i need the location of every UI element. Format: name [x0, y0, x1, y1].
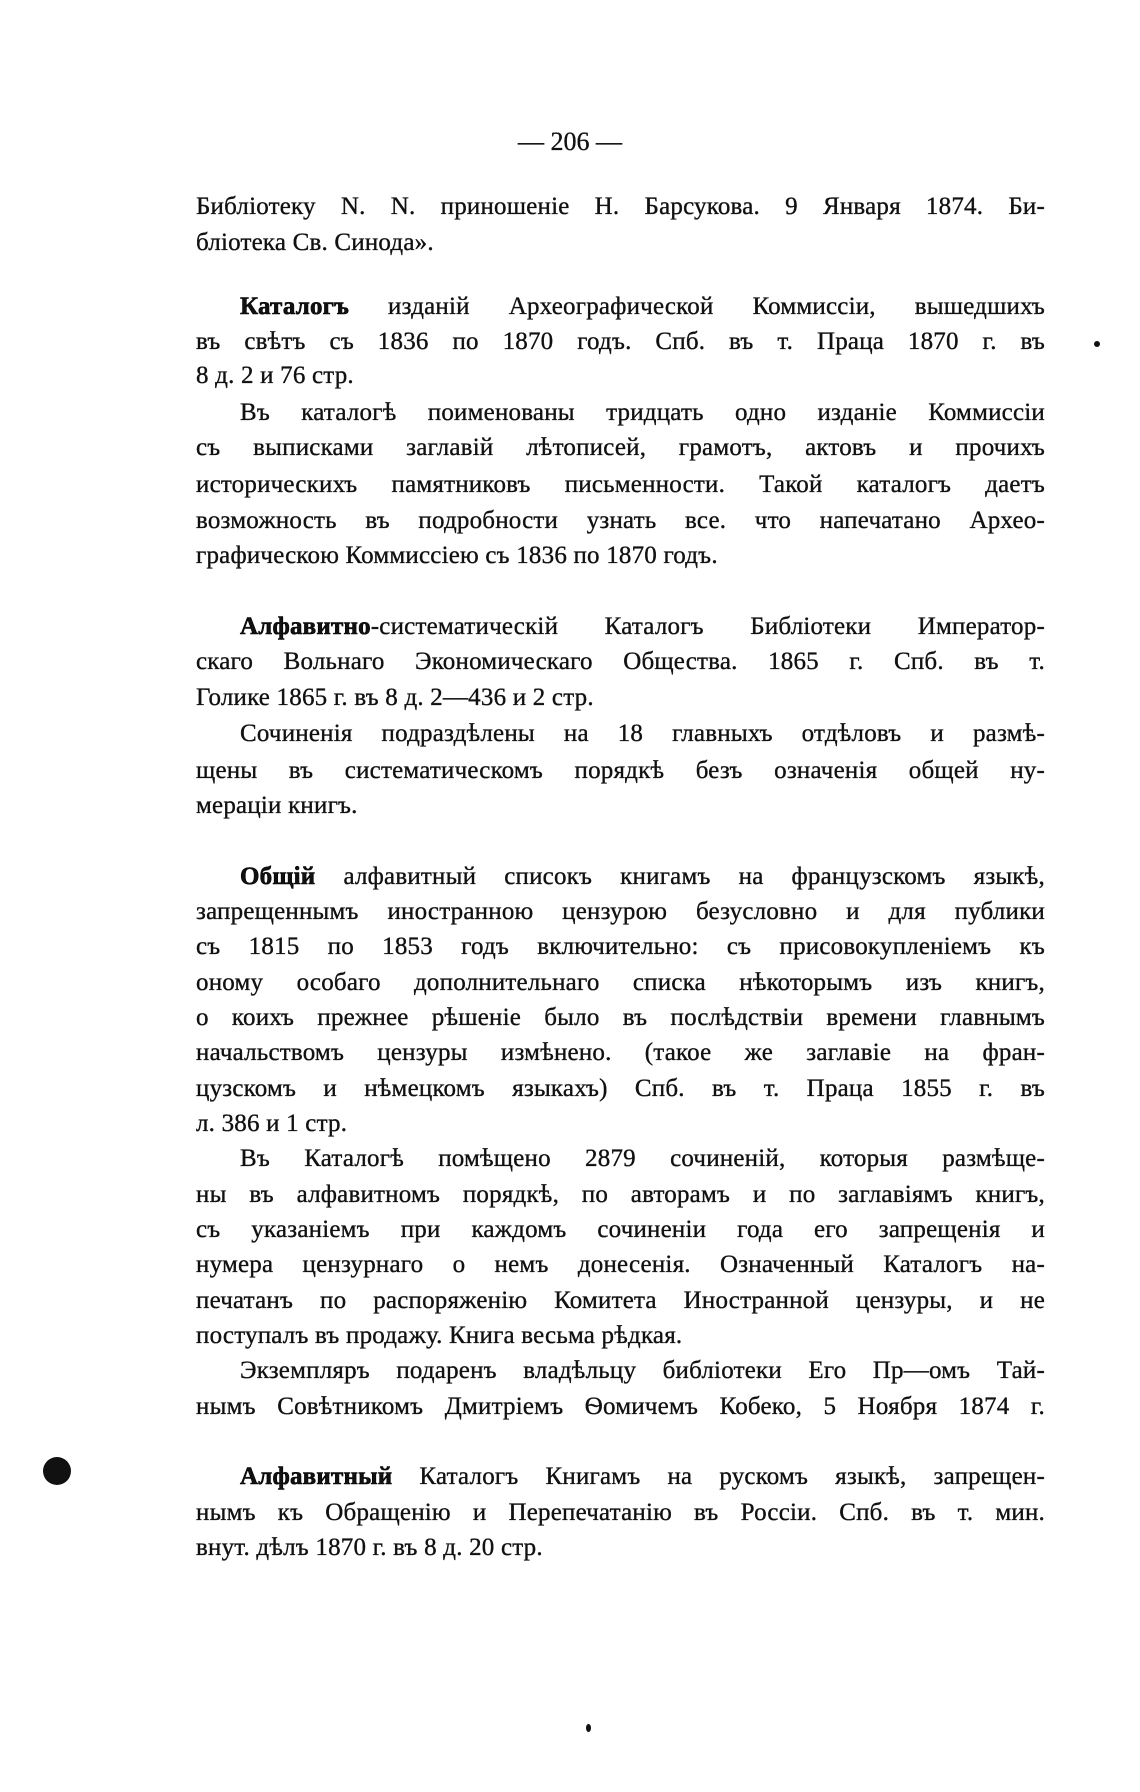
text-line: въ свѣтъ съ 1836 по 1870 годъ. Спб. въ т. Праца 1870 г. въ: [196, 328, 1045, 355]
text-line: Экземпляръ подаренъ владѣльцу библіотеки Его Пр—омъ Тай-: [240, 1357, 1045, 1384]
text-line: съ выписками заглавій лѣтописей, грамотъ, актовъ и прочихъ: [196, 434, 1045, 461]
text-line: цузскомъ и нѣмецкомъ языкахъ) Спб. въ т. Праца 1855 г. въ: [196, 1075, 1045, 1102]
entry-title-lead: Алфавитный: [240, 1463, 393, 1490]
text-line: Сочиненія подраздѣлены на 18 главныхъ отдѣловъ и размѣ-: [240, 720, 1045, 747]
entry-title-lead: Алфавитно: [240, 613, 371, 640]
text-span: алфавитный списокъ книгамъ на французскомъ языкѣ,: [315, 863, 1045, 890]
text-span: изданій Археографической Коммиссіи, вышедшихъ: [349, 293, 1045, 320]
text-line: 8 д. 2 и 76 стр.: [196, 362, 354, 389]
text-line: съ указаніемъ при каждомъ сочиненіи года его запрещенія и: [196, 1216, 1045, 1243]
ink-speck: [1094, 341, 1100, 347]
text-line: [240, 862, 1045, 892]
text-line: нымъ Совѣтникомъ Дмитріемъ Ѳомичемъ Кобеко, 5 Ноября 1874 г.: [196, 1393, 1045, 1420]
text-line: бліотека Св. Синода».: [196, 229, 434, 256]
text-line: л. 386 и 1 стр.: [196, 1110, 348, 1137]
text-line: [240, 292, 1045, 322]
text-line: ны въ алфавитномъ порядкѣ, по авторамъ и по заглавіямъ книгъ,: [196, 1181, 1045, 1208]
text-line: съ 1815 по 1853 годъ включительно: съ присовокупленіемъ къ: [196, 933, 1045, 960]
text-line: [240, 612, 1045, 642]
text-line: оному особаго дополнительнаго списка нѣкоторымъ изъ книгъ,: [196, 969, 1045, 996]
text-line: нымъ къ Обращенію и Перепечатанію въ Россіи. Спб. въ т. мин.: [196, 1499, 1045, 1526]
text-line: о коихъ прежнее рѣшеніе было въ послѣдствіи времени главнымъ: [196, 1004, 1045, 1031]
text-line: скаго Вольнаго Экономическаго Общества. 1865 г. Спб. въ т.: [196, 648, 1045, 675]
text-line: Въ каталогѣ поименованы тридцать одно изданіе Коммиссіи: [240, 399, 1045, 426]
text-line: щены въ систематическомъ порядкѣ безъ означенія общей ну-: [196, 757, 1045, 784]
text-line: [240, 1462, 1045, 1492]
text-line: возможность въ подробности узнать все. что напечатано Архео-: [196, 507, 1045, 534]
text-line: начальствомъ цензуры измѣнено. (такое же заглавіе на фран-: [196, 1039, 1045, 1066]
text-line: графическою Коммиссіею съ 1836 по 1870 годъ.: [196, 542, 718, 569]
text-line: нумера цензурнаго о немъ донесенія. Означенный Каталогъ на-: [196, 1251, 1045, 1278]
page-number: — 206 —: [518, 127, 622, 156]
text-line: Въ Каталогѣ помѣщено 2879 сочиненій, которыя размѣще-: [240, 1145, 1045, 1172]
entry-title-lead: Общій: [240, 863, 316, 890]
text-line: историческихъ памятниковъ письменности. Такой каталогъ даетъ: [196, 471, 1045, 498]
text-line: Библіотеку N. N. приношеніе Н. Барсукова. 9 Января 1874. Би-: [196, 193, 1045, 220]
text-line: печатанъ по распоряженію Комитета Иностранной цензуры, и не: [196, 1287, 1045, 1314]
ink-blot: [43, 1457, 71, 1485]
ink-speck: [586, 1724, 591, 1732]
text-line: Голике 1865 г. въ 8 д. 2—436 и 2 стр.: [196, 684, 594, 711]
text-span: -систематическій Каталогъ Библіотеки Император-: [370, 613, 1045, 640]
text-line: поступалъ въ продажу. Книга весьма рѣдкая.: [196, 1322, 683, 1349]
text-span: Каталогъ Книгамъ на рускомъ языкѣ, запрещен-: [392, 1463, 1045, 1490]
entry-title-lead: Каталогъ: [240, 293, 350, 320]
text-line: запрещеннымъ иностранною цензурою безусловно и для публики: [196, 898, 1045, 925]
text-line: мераціи книгъ.: [196, 792, 358, 819]
text-line: внут. дѣлъ 1870 г. въ 8 д. 20 стр.: [196, 1534, 543, 1561]
